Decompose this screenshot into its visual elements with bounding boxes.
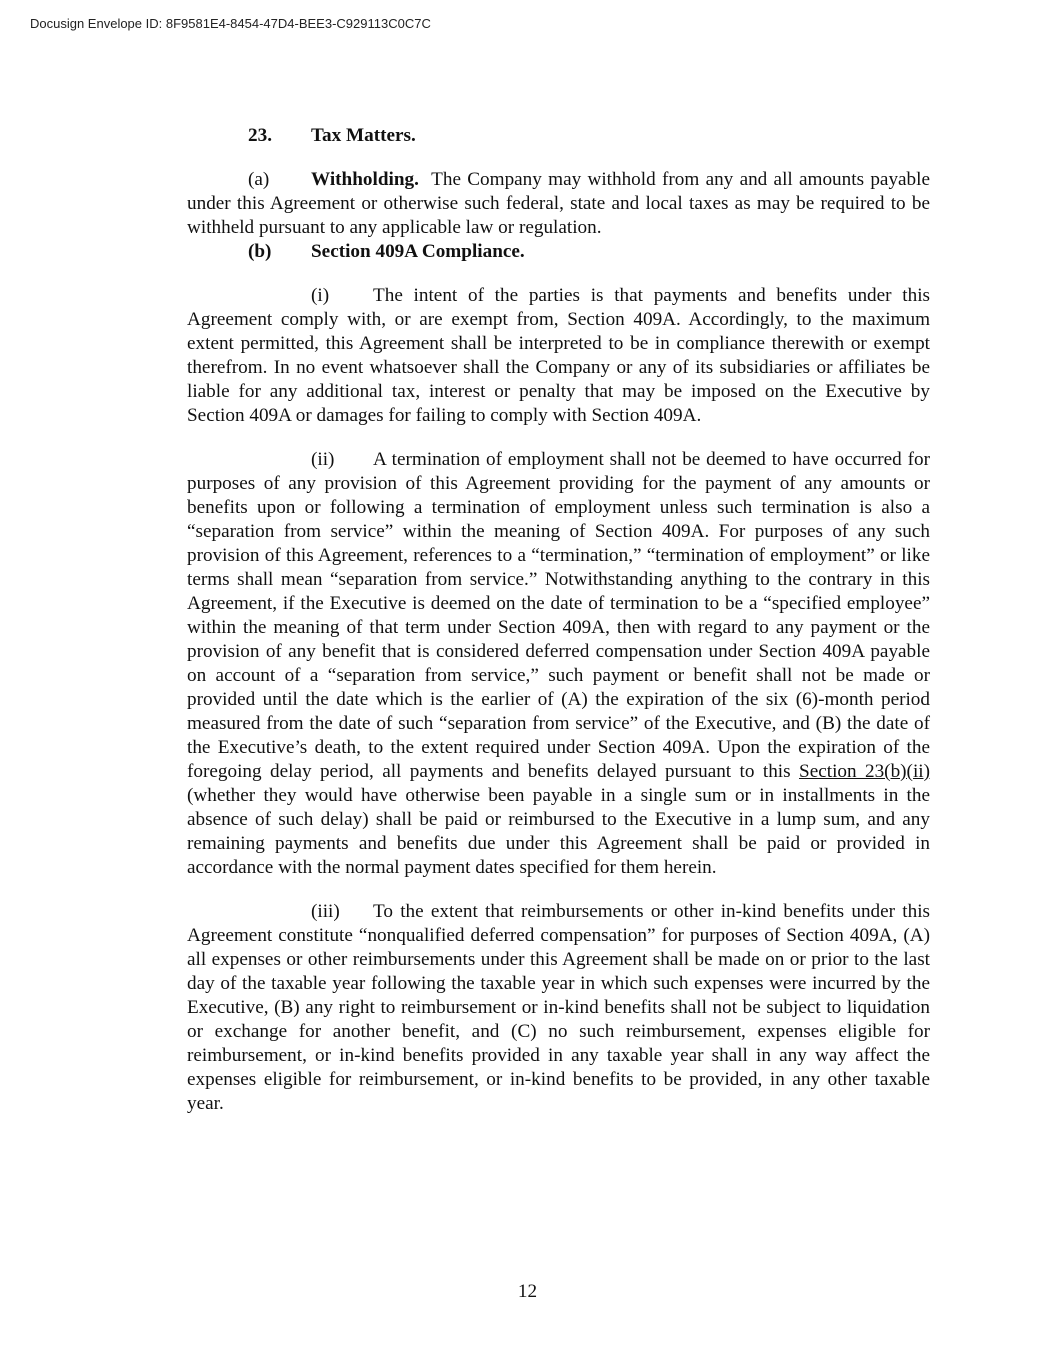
clause-iii-paragraph [187, 900, 930, 1116]
subsection-b-heading [187, 240, 930, 264]
subsection-b-title: Section 409A Compliance. [311, 241, 525, 262]
docusign-envelope-id: Docusign Envelope ID: 8F9581E4-8454-47D4-BEE3-C929113C0C7C [30, 16, 431, 31]
clause-iii-text: To the extent that reimbursements or other in-kind benefits under this Agreement constitute “nonqualified deferred compensation” for purposes of Section 409A, (A) all expenses or other reimbursements under this Agreement shall be made on or prior to the last day of the taxable year following the taxable year in which such expenses were incurred by the Executive, (B) any right to reimbursement or in-kind benefits shall not be subject to liquidation or exchange for another benefit, and (C) no such reimbursement, expenses eligible for reimbursement, or in-kind benefits provided in any taxable year shall in any way affect the expenses eligible for reimbursement, or in-kind benefits to be provided, in any other taxable year. [187, 901, 930, 1114]
section-heading [187, 124, 930, 148]
subsection-a-text: The Company may withhold from any and all amounts payable under this Agreement or otherwise such federal, state and local taxes as may be required to be withheld pursuant to any applicable law or regulation. [187, 169, 930, 238]
document-body [187, 124, 930, 1116]
section-title: Tax Matters. [311, 125, 416, 146]
subsection-a-paragraph [187, 168, 930, 240]
clause-i-paragraph [187, 284, 930, 428]
clause-ii-marker: (ii) [311, 449, 335, 470]
page-number: 12 [517, 1281, 538, 1302]
clause-i-text: The intent of the parties is that payments and benefits under this Agreement comply with, or are exempt from, Section 409A. Accordingly, to the maximum extent permitted, this Agreement shall be interpreted to be in compliance therewith or exempt therefrom. In no event whatsoever shall the Company or any of its subsidiaries or affiliates be liable for any additional tax, interest or penalty that may be imposed on the Executive by Section 409A or damages for failing to comply with Section 409A. [187, 285, 930, 426]
clause-i-marker: (i) [311, 285, 330, 306]
clause-iii-marker: (iii) [311, 901, 340, 922]
subsection-a-title: Withholding. [311, 169, 419, 190]
clause-ii-paragraph [187, 448, 930, 880]
section-reference-link[interactable]: Section 23(b)(ii) [799, 761, 930, 782]
subsection-a-marker: (a) [248, 169, 270, 190]
clause-ii-text-before: A termination of employment shall not be deemed to have occurred for purposes of any provision of this Agreement providing for the payment of any amounts or benefits upon or following a termination of employment unless such termination is also a “separation from service” within the meaning of Section 409A. For purposes of any such provision of this Agreement, references to a “termination,” “termination of employment” or like terms shall mean “separation from service.” Notwithstanding anything to the contrary in this Agreement, if the Executive is deemed on the date of termination to be a “specified employee” within the meaning of that term under Section 409A, then with regard to any payment or the provision of any benefit that is considered deferred compensation under Section 409A payable on account of a “separation from service,” such payment or benefit shall not be made or provided until the date which is the earlier of (A) the expiration of the six (6)-month period measured from the date of such “separation from service” of the Executive, and (B) the date of the Executive’s death, to the extent required under Section 409A. Upon the expiration of the foregoing delay period, all payments and benefits delayed pursuant to this [187, 449, 930, 782]
clause-ii-text-after: (whether they would have otherwise been payable in a single sum or in installments in the absence of such delay) shall be paid or reimbursed to the Executive in a lump sum, and any remaining payments and benefits due under this Agreement shall be paid or provided in accordance with the normal payment dates specified for them herein. [187, 785, 930, 878]
section-number: 23. [248, 125, 272, 146]
subsection-b-marker: (b) [248, 241, 272, 262]
